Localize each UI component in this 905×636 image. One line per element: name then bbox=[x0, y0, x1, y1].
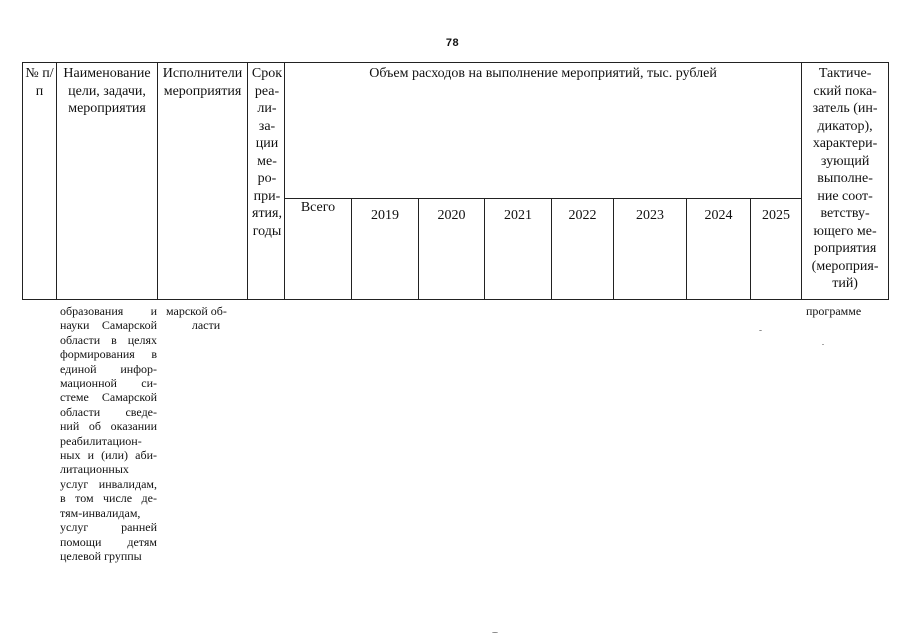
continuation-name-line: единой инфор- bbox=[60, 361, 157, 376]
continuation-name-line: ний об оказании bbox=[60, 419, 157, 434]
indicator-line: ние соот- bbox=[817, 188, 873, 204]
continuation-name-line: тям-инвалидам, bbox=[60, 505, 141, 520]
header-year-2024: 2024 bbox=[687, 199, 751, 300]
continuation-name-line: помощи детям bbox=[60, 534, 157, 549]
header-name-column: Наименование цели, задачи, мероприятия bbox=[57, 63, 158, 300]
indicator-line: ский пока- bbox=[813, 83, 877, 99]
header-year-2025: 2025 bbox=[751, 199, 802, 300]
continuation-name-line: целевой группы bbox=[60, 548, 142, 563]
indicator-line: затель (ин- bbox=[812, 101, 878, 116]
continuation-name-line: литационных bbox=[60, 462, 129, 477]
term-line: ли- bbox=[257, 101, 277, 116]
header-term-column bbox=[248, 63, 285, 300]
continuation-indicator-text: программе bbox=[806, 304, 862, 318]
header-number-column: № п/п bbox=[23, 63, 57, 300]
header-executor-column: Исполнители мероприятия bbox=[158, 63, 248, 300]
indicator-line: дикатор), bbox=[817, 118, 873, 134]
term-line: ро- bbox=[257, 171, 277, 186]
scan-speck bbox=[492, 632, 498, 633]
continuation-executor-text bbox=[166, 304, 246, 333]
header-year-2021: 2021 bbox=[485, 199, 552, 300]
indicator-line: роприятия bbox=[813, 241, 877, 256]
indicator-line: ющего ме- bbox=[813, 223, 877, 239]
table-header bbox=[22, 62, 889, 300]
header-year-2019: 2019 bbox=[352, 199, 419, 300]
indicator-line: характери- bbox=[812, 136, 878, 151]
term-line: Срок bbox=[251, 66, 283, 81]
indicator-line: Тактиче- bbox=[818, 66, 872, 81]
continuation-name-line: мационной си- bbox=[60, 376, 157, 391]
indicator-line: (мероприя- bbox=[811, 258, 879, 274]
continuation-name-line: реабилитацион- bbox=[60, 433, 142, 448]
continuation-name-line: ных и (или) аби- bbox=[60, 448, 157, 463]
term-line: за- bbox=[258, 118, 276, 134]
indicator-line: зующий bbox=[820, 153, 870, 169]
header-year-2023: 2023 bbox=[614, 199, 687, 300]
continuation-name-line: науки Самарской bbox=[60, 318, 157, 333]
scan-speck bbox=[759, 330, 762, 331]
header-indicator-column bbox=[802, 63, 889, 300]
continuation-name-line: услуг ранней bbox=[60, 520, 157, 535]
continuation-executor-line: ласти bbox=[191, 318, 221, 333]
indicator-line: выполне- bbox=[817, 171, 873, 186]
continuation-name-line: формирования в bbox=[60, 347, 157, 362]
continuation-name-line: услуг инвалидам, bbox=[60, 476, 157, 491]
header-expenses-column: Объем расходов на выполнение мероприятий, тыс. рублей bbox=[285, 63, 802, 199]
header-year-total: Всего bbox=[285, 199, 352, 300]
term-line: ятия, bbox=[252, 206, 282, 221]
term-line: при- bbox=[253, 188, 281, 204]
continuation-name-text bbox=[60, 304, 157, 563]
page-number: 78 bbox=[445, 37, 460, 49]
term-line: ции bbox=[255, 136, 279, 151]
term-line: ме- bbox=[257, 153, 277, 169]
term-line: реа- bbox=[254, 83, 280, 99]
continuation-name-line: области сведе- bbox=[60, 404, 157, 419]
continuation-name-line: области в целях bbox=[60, 332, 157, 347]
term-line: годы bbox=[252, 223, 282, 239]
indicator-line: тий) bbox=[832, 276, 858, 291]
continuation-executor-line: марской об- bbox=[166, 304, 227, 318]
continuation-name-line: образования и bbox=[60, 304, 157, 318]
header-year-2022: 2022 bbox=[552, 199, 614, 300]
indicator-line: ветству- bbox=[820, 206, 870, 221]
continuation-name-line: в том числе де- bbox=[60, 491, 157, 506]
scan-speck bbox=[822, 344, 824, 345]
header-year-2020: 2020 bbox=[419, 199, 485, 300]
continuation-name-line: стеме Самарской bbox=[60, 390, 157, 405]
